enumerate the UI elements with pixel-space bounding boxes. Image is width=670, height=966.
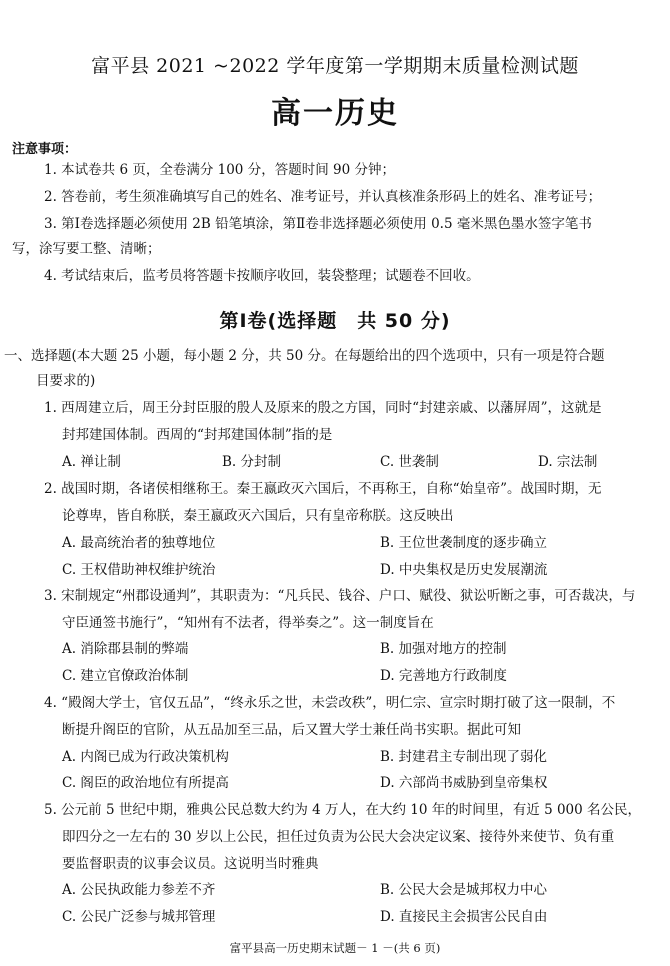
note-item: 1. 本试卷共 6 页，全卷满分 100 分，答题时间 90 分钟； — [44, 162, 395, 178]
option-c: C. 阁臣的政治地位有所提高 — [62, 775, 229, 791]
option-a: A. 禅让制 — [62, 454, 121, 470]
question-text: 1. 西周建立后，周王分封臣服的殷人及原来的殷之方国，同时“封建亲戚、以藩屏周”，这就是 — [44, 400, 602, 416]
question-text: 即四分之一左右的 30 岁以上公民，担任过负责为公民大会决定议案、接待外来使节、负有重 — [62, 829, 615, 845]
question-text: 要监督职责的议事会议员。这说明当时雅典 — [62, 856, 319, 872]
option-d: D. 直接民主会损害公民自由 — [380, 909, 548, 925]
exam-title: 富平县 2021 ~2022 学年度第一学期期末质量检测试题 — [91, 55, 579, 77]
option-a: A. 公民执政能力参差不齐 — [62, 882, 216, 898]
option-c: C. 建立官僚政治体制 — [62, 668, 189, 684]
question-text: 2. 战国时期，各诸侯相继称王。秦王嬴政灭六国后，不再称王，自称“始皇帝”。战国时期，无 — [44, 481, 602, 497]
question-text: 封邦建国体制。西周的“封邦建国体制”指的是 — [62, 427, 333, 443]
option-b: B. 王位世袭制度的逐步确立 — [380, 535, 548, 551]
note-item: 写，涂写要工整、清晰； — [12, 241, 161, 257]
option-c: C. 王权借助神权维护统治 — [62, 562, 216, 578]
option-c: C. 世袭制 — [380, 454, 439, 470]
question-text: 守臣通签书施行”，“知州有不法者，得举奏之”。这一制度旨在 — [62, 615, 434, 631]
option-b: B. 加强对地方的控制 — [380, 641, 507, 657]
section-intro: 目要求的) — [36, 373, 96, 389]
option-d: D. 六部尚书威胁到皇帝集权 — [380, 775, 548, 791]
question-text: 5. 公元前 5 世纪中期，雅典公民总数大约为 4 万人，在大约 10 年的时间里，有近 5 000 名公民， — [44, 802, 642, 818]
option-c: C. 公民广泛参与城邦管理 — [62, 909, 216, 925]
section-title: 第Ⅰ卷(选择题 共 50 分) — [219, 310, 451, 332]
option-a: A. 内阁已成为行政决策机构 — [62, 749, 229, 765]
question-text: 3. 宋制规定“州郡设通判”，其职责为：“凡兵民、钱谷、户口、赋役、狱讼听断之事，可否裁决，与 — [44, 588, 636, 604]
question-text: 论尊卑，皆自称朕，秦王嬴政灭六国后，只有皇帝称朕。这反映出 — [62, 508, 454, 524]
page-footer: 富平县高一历史期末试题－ 1 －(共 6 页) — [229, 941, 441, 955]
option-b: B. 封建君主专制出现了弱化 — [380, 749, 548, 765]
question-text: 4. “殿阁大学士，官仅五品”，“终永乐之世，未尝改秩”，明仁宗、宣宗时期打破了这一限制，不 — [44, 695, 616, 711]
option-b: B. 分封制 — [222, 454, 282, 470]
option-d: D. 完善地方行政制度 — [380, 668, 507, 684]
option-a: A. 消除郡县制的弊端 — [62, 641, 189, 657]
section-intro: 一、选择题(本大题 25 小题，每小题 2 分，共 50 分。在每题给出的四个选项中，只有一项是符合题 — [4, 348, 605, 364]
option-a: A. 最高统治者的独尊地位 — [62, 535, 216, 551]
option-d: D. 宗法制 — [538, 454, 598, 470]
notes-heading: 注意事项： — [12, 142, 78, 157]
option-b: B. 公民大会是城邦权力中心 — [380, 882, 548, 898]
note-item: 4. 考试结束后，监考员将答题卡按顺序收回，装袋整理；试题卷不回收。 — [44, 268, 480, 284]
note-item: 3. 第Ⅰ卷选择题必须使用 2B 铅笔填涂，第Ⅱ卷非选择题必须使用 0.5 毫米黑色墨水签字笔书 — [44, 216, 592, 232]
question-text: 断提升阁臣的官阶，从五品加至三品，后又置大学士兼任尚书实职。据此可知 — [62, 722, 521, 738]
option-d: D. 中央集权是历史发展潮流 — [380, 562, 548, 578]
note-item: 2. 答卷前，考生须准确填写自己的姓名、准考证号，并认真核准条形码上的姓名、准考证号； — [44, 189, 602, 205]
subject-title: 高一历史 — [271, 96, 399, 131]
